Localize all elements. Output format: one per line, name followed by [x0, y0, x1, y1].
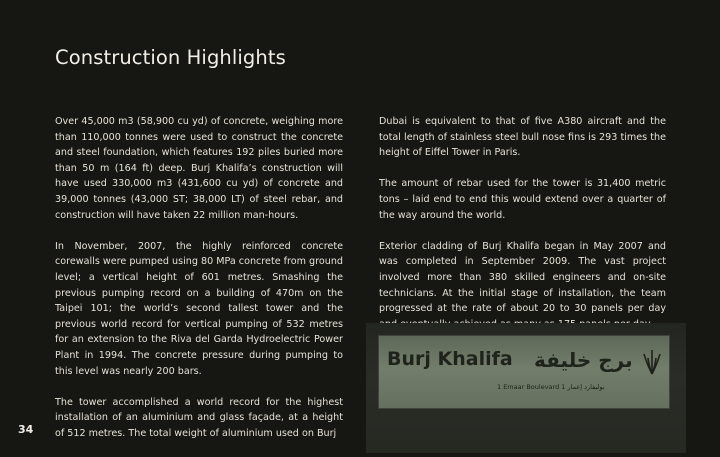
sign-arabic-text: برج خليفة — [534, 348, 633, 372]
sign-latin-text: Burj Khalifa — [387, 348, 513, 370]
paragraph-concrete-pumping: In November, 2007, the highly reinforced concrete corewalls were pumped using 80 MPa concrete from ground level; a vertical height of 601 metres. Smashing the previous pumping record on a building of 470m on the Taipei 101; the world’s second tallest tower and the previous world record for vertical pumping of 532 metres for an extension to the Riva del Garda Hydroelectric Power Plant in 1994. The concrete pressure during pumping to this level was nearly 200 bars. — [55, 240, 343, 377]
burj-khalifa-sign-photo — [366, 323, 686, 453]
paragraph-exterior-cladding: Exterior cladding of Burj Khalifa began in May 2007 and was completed in September 2009. The vast project involved more than 380 skilled engineers and on-site technicians. At the initial stage of installation, the team progressed at the rate of about 20 to 30 panels per day — [379, 240, 666, 315]
paragraph-rebar: The amount of rebar used for the tower is 31,400 metric tons – laid end to end this would extend over a quarter of the way around the world. — [379, 178, 666, 221]
paragraph-aluminium-weight: Dubai is equivalent to that of five A380 aircraft and the total length of stainless steel bull nose fins is 293 times the height of Eiffel Tower in Paris. — [379, 116, 666, 159]
building-sign — [378, 335, 670, 409]
paragraph-facade-record: The tower accomplished a world record for the highest installation of an aluminium and glass façade, at a height of 512 metres. The total weight of aluminium used on Burj — [55, 396, 343, 439]
page-title: Construction Highlights — [55, 46, 286, 69]
paragraph-concrete-foundation: Over 45,000 m3 (58,900 cu yd) of concrete, weighing more than 110,000 tonnes were used to construct the concrete and steel foundation, which features 192 piles buried more than 50 m (164 ft) deep. Burj Khalifa’s construction will have used 330,000 m3 (431,600 cu yd) of concrete and 39,000 tonnes (43,000 ST; 38,000 LT) of steel rebar, and construction will have taken 22 million man-hours. — [55, 116, 343, 221]
left-column — [55, 114, 343, 457]
sign-address-text: 1 Emaar Boulevard بوليفارد إعمار 1 — [497, 383, 605, 391]
burj-logo-icon — [641, 346, 663, 376]
right-column — [379, 114, 666, 348]
page-number: 34 — [18, 423, 34, 436]
